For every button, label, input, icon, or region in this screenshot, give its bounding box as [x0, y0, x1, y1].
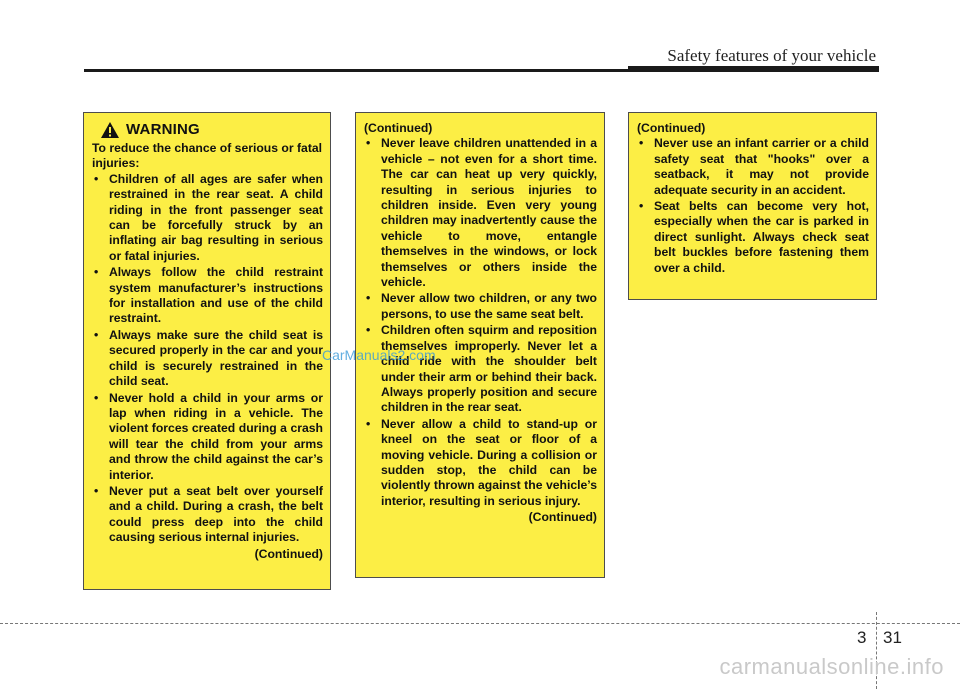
footer-divider — [0, 623, 960, 624]
list-item: • Children of all ages are safer when restrained in the rear seat. A child riding in the front passenger seat can be forcefully struck by an inflating air bag resulting in serious or fatal injuries. — [92, 172, 323, 264]
chapter-number: 3 — [857, 628, 867, 647]
list-item: • Never allow two children, or any two persons, to use the same seat belt. — [364, 291, 597, 322]
warning-heading — [92, 121, 323, 139]
list-item: • Never leave children unattended in a vehicle – not even for a short time. The car can heat up very quickly, resulting in serious injuries to children inside. Even very young children may inadvertently cause the vehicle to move, entangle themselves in the windows, or lock themselves or others inside the vehicle. — [364, 136, 597, 290]
page-number: 31 — [883, 628, 902, 647]
warning-list-2 — [364, 136, 597, 509]
warning-box-1 — [83, 112, 331, 590]
list-item: • Children often squirm and reposition themselves improperly. Never let a child ride with the shoulder belt under their arm or behind their back. Always properly position and secure children in the rear seat. — [364, 323, 597, 415]
warning-list-1 — [92, 172, 323, 546]
warning-triangle-icon — [100, 121, 120, 139]
list-item: • Seat belts can become very hot, especially when the car is parked in direct sunlight. Always check seat belt buckles before fastening them over a child. — [637, 199, 869, 276]
warning-box-2 — [355, 112, 605, 578]
list-item: • Never hold a child in your arms or lap when riding in a vehicle. The violent forces created during a crash will tear the child from your arms and throw the child against the car’s interior. — [92, 391, 323, 483]
site-watermark: carmanualsonline.info — [719, 654, 944, 679]
list-item: • Never use an infant carrier or a child safety seat that "hooks" over a seatback, it may not provide adequate security in an accident. — [637, 136, 869, 198]
continued-header: (Continued) — [637, 121, 706, 135]
continued-header: (Continued) — [364, 121, 433, 135]
list-item: • Always make sure the child seat is secured properly in the car and your child is securely restrained in the child seat. — [92, 328, 323, 390]
warning-title: WARNING — [126, 121, 200, 139]
warning-list-3 — [637, 136, 869, 276]
list-item: • Never allow a child to stand-up or kneel on the seat or floor of a moving vehicle. During a collision or sudden stop, the child can be violently thrown against the vehicle’s interior, resulting in serious injury. — [364, 417, 597, 509]
continued-label: (Continued) — [528, 510, 597, 525]
continued-label: (Continued) — [254, 546, 323, 561]
list-item: • Always follow the child restraint system manufacturer’s instructions for installation and use of the child restraint. — [92, 265, 323, 327]
list-item: • Never put a seat belt over yourself and a child. During a crash, the belt could press deep into the child causing serious internal injuries. — [92, 484, 323, 546]
section-title: Safety features of your vehicle — [667, 46, 876, 65]
warning-box-3 — [628, 112, 877, 300]
watermark: CarManuals2.com — [322, 347, 436, 363]
warning-intro: To reduce the chance of serious or fatal injuries: — [92, 141, 323, 171]
header-rule-accent — [628, 66, 879, 72]
